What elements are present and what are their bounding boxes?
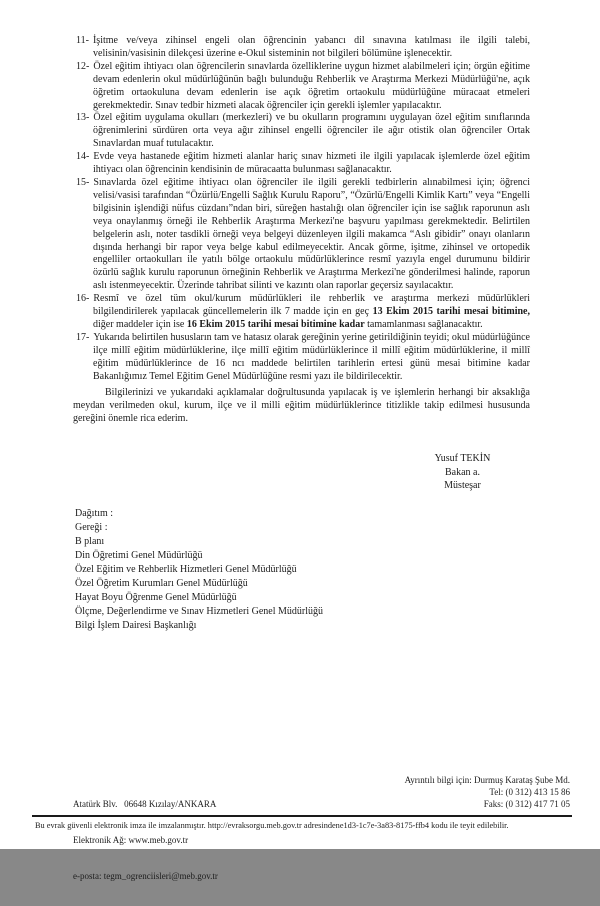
distribution-entry: Bilgi İşlem Dairesi Başkanlığı bbox=[75, 619, 197, 631]
item-number: 14- bbox=[76, 151, 90, 163]
footer-contact-person: Ayrıntılı bilgi için: Durmuş Karataş Şube Md. bbox=[404, 775, 570, 785]
distribution-heading: Dağıtım : bbox=[75, 507, 114, 519]
item-text: Sınavlarda özel eğitime ihtiyacı olan öğrenciler ile ilgili gerekli tedbirlerin alınabilmesi için; öğrenci velisi/vasisi tarafından “Özürlü/Engelli Sağlık Kurulu Raporu”, “Özürlü/Engelli Kimlik Kartı” veya “Engelli bilgisinin işlendiği nüfus cüzdanı”ndan biri, süreğen hastalığı olan öğrenciler için ise sağlık raporunun aslı veya onaylanmış örneği ile Rehberlik Araştırma Merkezi'ne başvuru yapılması gerekmektedir. Belirtilen belgelerin aslı, noter tasdikli örneği veya belgeyi düzenleyen ilgili makamca “Aslı gibidir” onayı olanların dışında herhangi bir rapor veya belge kabul edilmeyecektir. Ancak görme, işitme, zihinsel ve ortopedik engelliler ortaokulları ile yatılı bölge ortaokulu müdürlüklerince resmî yazıyla engel durumunu bildirir özürlü sağlık kurulu raporunun örneğinin Rehberlik ve Araştırma Merkezi'ne gönderilmesi halinde, raporun aslı istenmeyecektir. Üzerinde tahribat silinti ve kazıntı olan raporlar geçersiz sayılacaktır. bbox=[93, 176, 530, 292]
item-text: Evde veya hastanede eğitim hizmeti alanlar hariç sınav hizmeti ile ilgili yapılacak işlemlerde özel eğitim ihtiyacı olan öğrencinin kendisinin de müracaatta bulunması sağlanacaktır. bbox=[93, 151, 530, 176]
signer-role: Bakan a. bbox=[445, 466, 480, 478]
item-number: 11- bbox=[76, 35, 89, 46]
list-item-11 bbox=[76, 35, 530, 61]
footer-fax: Faks: (0 312) 417 71 05 bbox=[483, 799, 570, 809]
item-number: 16- bbox=[76, 293, 90, 305]
list-item-17 bbox=[76, 332, 530, 384]
item-text: İşitme ve/veya zihinsel engeli olan öğrencinin yabancı dil sınavına katılması ile ilgili talebi, velisinin/vasisinin dilekçesi üzerine e-Okul sisteminin not bilgileri bölümüne işlenecektir. bbox=[92, 35, 530, 59]
item-number: 13- bbox=[76, 112, 90, 124]
document-body bbox=[0, 35, 600, 633]
list-item-14 bbox=[76, 151, 530, 177]
distribution-entry: B planı bbox=[75, 535, 105, 547]
deadline-date-1: 13 Ekim 2015 tarihi mesai bitimine, bbox=[372, 306, 530, 318]
distribution-subheading: Gereği : bbox=[75, 521, 108, 533]
item-number: 15- bbox=[76, 176, 90, 188]
numbered-list bbox=[76, 35, 530, 383]
item-text: Resmî ve özel tüm okul/kurum müdürlükleri ile rehberlik ve araştırma merkezi müdürlükleri bilgilendirilerek yapılacak güncellemelerin ilk 7 madde için en geç bbox=[93, 293, 530, 318]
distribution-entry: Hayat Boyu Öğrenme Genel Müdürlüğü bbox=[75, 591, 237, 603]
footer-address-block bbox=[73, 774, 218, 906]
signature-block bbox=[400, 452, 525, 493]
list-item-15 bbox=[76, 177, 530, 293]
footer-address-line: Atatürk Blv. 06648 Kızılay/ANKARA bbox=[73, 799, 217, 809]
item-number: 17- bbox=[76, 331, 90, 343]
deadline-date-2: 16 Ekim 2015 tarihi mesai bitimine kadar bbox=[186, 318, 365, 330]
item-text: Özel eğitim uygulama okulları (merkezleri) ve bu okulların programını uygulayan özel eğitim sınıflarında öğrenimlerini sürdüren orta veya ağır zihinsel engelli öğrenciler ile ağır otistik olan öğrenciler Ortak Sınavlardan muaf tutulacaktır. bbox=[93, 112, 530, 150]
signer-title: Müsteşar bbox=[444, 480, 481, 492]
distribution-list bbox=[75, 507, 600, 633]
distribution-entry: Ölçme, Değerlendirme ve Sınav Hizmetleri Genel Müdürlüğü bbox=[75, 605, 323, 617]
distribution-entry: Özel Öğretim Kurumları Genel Müdürlüğü bbox=[75, 577, 248, 589]
footer-web-line: Elektronik Ağ: www.meb.gov.tr bbox=[73, 835, 189, 845]
distribution-entry: Din Öğretimi Genel Müdürlüğü bbox=[75, 549, 203, 561]
list-item-12 bbox=[76, 61, 530, 113]
list-item-16 bbox=[76, 293, 530, 332]
item-text: Özel eğitim ihtiyacı olan öğrencilerin sınavlarda özelliklerine uygun hizmet alabilmeleri için; örgün eğitime devam edenlerin okul müdürlüğünün bağlı bulunduğu Rehberlik ve Araştırma Merkezi Müdürlüğü'ne, açık öğretim ortaokuluna devam edenlerin ise açık öğretim ortaokulu müdürlüğüne müracaat etmeleri gerekmektedir. Sınav tedbir hizmeti alacak öğrenciler için gerekli işlemler yapılacaktır. bbox=[93, 60, 530, 111]
list-item-13 bbox=[76, 112, 530, 151]
e-signature-verification-line: Bu evrak güvenli elektronik imza ile imzalanmıştır. http://evraksorgu.meb.gov.tr adresindene1d3-1c7e-3a83-8175-ffb4 kodu ile teyit edilebilir. bbox=[35, 821, 509, 830]
signer-name: Yusuf TEKİN bbox=[434, 453, 491, 465]
closing-paragraph: Bilgilerinizi ve yukarıdaki açıklamalar doğrultusunda yapılacak iş ve işlemlerin herhangi bir aksaklığa meydan verilmeden okul, kurum, ilçe ve il milli eğitim müdürlüklerince titizlikle takip edilmesi hususunda gereğini önemle rica ederim. bbox=[73, 387, 530, 425]
item-number: 12- bbox=[76, 60, 90, 72]
footer-divider bbox=[32, 815, 572, 817]
item-text: diğer maddeler için ise bbox=[93, 318, 187, 330]
distribution-entry: Özel Eğitim ve Rehberlik Hizmetleri Genel Müdürlüğü bbox=[75, 563, 297, 575]
footer-contact-block bbox=[405, 774, 570, 810]
footer-phone: Tel: (0 312) 413 15 86 bbox=[489, 787, 570, 797]
item-text: tamamlanması sağlanacaktır. bbox=[364, 318, 483, 330]
footer-email-line: e-posta: tegm_ogrenciisleri@meb.gov.tr bbox=[73, 871, 218, 881]
item-text: Yukarıda belirtilen hususların tam ve hatasız olarak gereğinin yerine getirildiğinin teyidi; okul müdürlüğünce ilçe millî eğitim müdürlüklerine, ilçe millî eğitim müdürlüklerince il millî eğitim müdürlüklerine, il millî eğitim müdürlüklerince de 16 ncı maddede belirtilen tarihlerin ertesi günü mesai bitimine kadar Bakanlığımız Temel Eğitim Genel Müdürlüğüne resmi yazı ile bildirilecektir. bbox=[93, 331, 530, 382]
